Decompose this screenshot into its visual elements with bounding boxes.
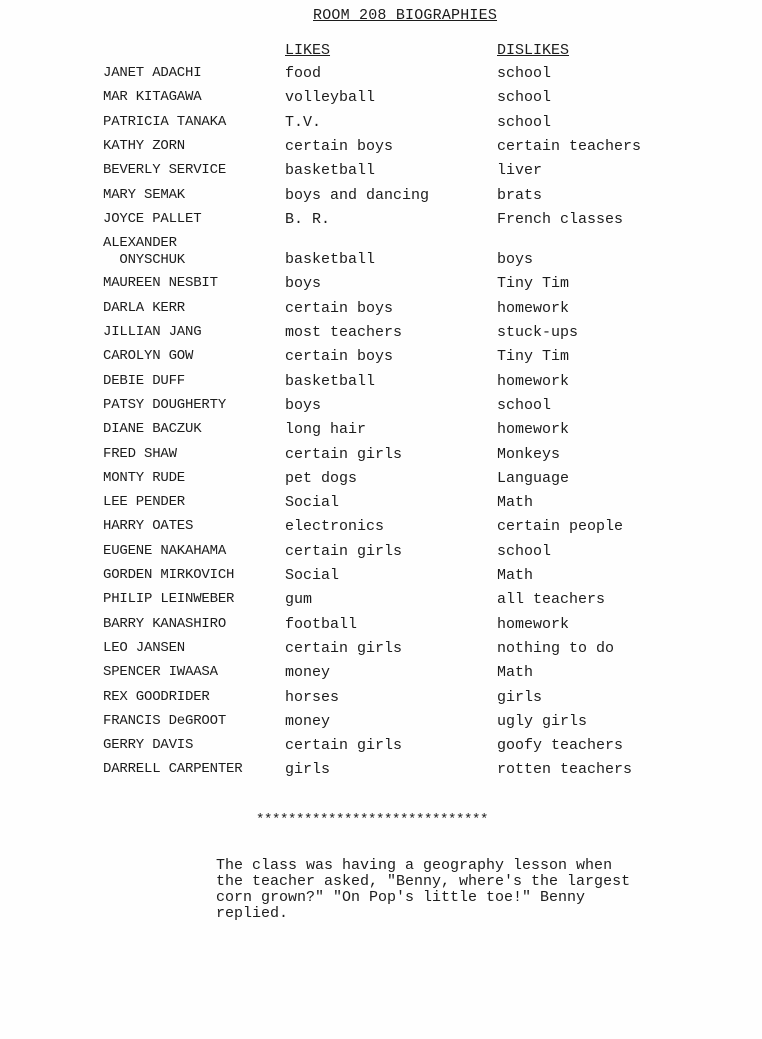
student-like: food [285,65,322,82]
biography-row [0,162,762,186]
student-dislike: school [497,396,552,414]
student-name: LEO JANSEN [103,639,186,656]
student-dislike: Math [497,494,534,512]
biography-row [0,397,762,421]
student-like: basketball [285,372,376,390]
student-name: ALEXANDER ONYSCHUK [103,235,186,269]
student-name: KATHY ZORN [103,137,186,154]
student-dislike: nothing to do [497,639,615,657]
student-name: PATSY DOUGHERTY [103,396,227,413]
student-like: basketball [285,162,376,180]
student-like: certain boys [285,299,394,317]
separator-line: ***************************** [256,812,489,828]
student-name: DARLA KERR [103,299,186,316]
student-dislike: goofy teachers [497,737,624,755]
student-dislike: school [497,542,552,560]
student-dislike: liver [497,162,543,180]
biography-row [0,616,762,640]
student-dislike: rotten teachers [497,761,633,779]
student-name: MARY SEMAK [103,186,186,203]
student-like: Social [285,494,340,512]
student-like: B. R. [285,210,331,228]
biography-row [0,187,762,211]
student-like: football [285,615,358,633]
student-like: certain girls [285,639,403,657]
student-dislike: brats [497,186,543,204]
biography-row [0,737,762,761]
student-like: money [285,664,331,682]
student-like: boys [285,396,322,414]
biography-row [0,421,762,445]
student-name: REX GOODRIDER [103,688,210,705]
student-like: pet dogs [285,469,358,487]
student-dislike: homework [497,299,570,317]
document-title: ROOM 208 BIOGRAPHIES [313,7,498,24]
student-like: certain boys [285,137,394,155]
student-dislike: homework [497,372,570,390]
student-name: MONTY RUDE [103,469,186,486]
student-dislike: French classes [497,210,624,228]
student-dislike: school [497,89,552,107]
student-name: DIANE BACZUK [103,421,202,438]
student-name: PHILIP LEINWEBER [103,591,235,608]
student-name: JANET ADACHI [103,65,202,81]
student-like: boys [285,275,322,293]
student-dislike: Language [497,469,570,487]
student-dislike: all teachers [497,591,606,609]
student-like: boys and dancing [285,186,430,204]
student-dislike: homework [497,615,570,633]
student-dislike: homework [497,421,570,439]
biography-row [0,567,762,591]
biography-row [0,518,762,542]
likes-column-header: LIKES [285,42,331,59]
student-like: volleyball [285,89,376,107]
student-like: certain boys [285,348,394,366]
student-name: GORDEN MIRKOVICH [103,567,235,583]
student-name: GERRY DAVIS [103,737,194,754]
biography-row [0,640,762,664]
joke-paragraph: The class was having a geography lesson when the teacher asked, "Benny, where's the largest corn grown?" "On Pop's little toe!" Benny replied. [216,857,631,922]
biography-row [0,89,762,113]
student-dislike: Tiny Tim [497,275,570,293]
biography-row [0,211,762,235]
biography-row [0,543,762,567]
biography-row [0,235,762,269]
biography-row [0,664,762,688]
student-like: Social [285,567,340,584]
biography-row [0,761,762,785]
student-name: MAUREEN NESBIT [103,275,218,292]
student-dislike: ugly girls [497,712,588,730]
student-like: gum [285,591,313,609]
student-dislike: stuck-ups [497,324,579,341]
student-dislike: Monkeys [497,445,561,463]
student-dislike: boys [497,251,534,269]
biography-row [0,65,762,89]
dislikes-column-header: DISLIKES [497,42,570,59]
biography-row [0,114,762,138]
biography-row [0,446,762,470]
student-like: certain girls [285,445,403,463]
biography-row [0,138,762,162]
student-name: DARRELL CARPENTER [103,761,243,778]
student-name: HARRY OATES [103,518,194,535]
student-like: basketball [285,251,376,269]
student-dislike: girls [497,688,543,706]
biography-row [0,324,762,348]
biography-row [0,713,762,737]
student-like: T.V. [285,113,322,131]
student-dislike: school [497,113,552,131]
student-dislike: Tiny Tim [497,348,570,366]
student-name: PATRICIA TANAKA [103,113,227,130]
biography-row [0,373,762,397]
student-name: JILLIAN JANG [103,324,202,340]
biography-row [0,689,762,713]
student-name: EUGENE NAKAHAMA [103,542,227,559]
student-name: FRED SHAW [103,445,177,462]
biography-row [0,275,762,299]
student-name: LEE PENDER [103,494,186,511]
student-name: MAR KITAGAWA [103,89,202,106]
student-name: BEVERLY SERVICE [103,162,227,179]
student-dislike: certain people [497,518,624,536]
student-like: money [285,712,331,730]
student-like: electronics [285,518,385,536]
student-dislike: certain teachers [497,137,642,155]
biography-row [0,494,762,518]
student-dislike: Math [497,567,534,584]
biography-row [0,348,762,372]
student-like: horses [285,688,340,706]
biography-row [0,591,762,615]
student-name: FRANCIS DeGROOT [103,712,227,729]
student-name: CAROLYN GOW [103,348,194,365]
student-like: certain girls [285,542,403,560]
student-like: most teachers [285,324,403,341]
student-name: BARRY KANASHIRO [103,615,227,632]
student-like: certain girls [285,737,403,755]
student-like: long hair [285,421,367,439]
biography-row [0,300,762,324]
student-name: SPENCER IWAASA [103,664,218,681]
student-name: JOYCE PALLET [103,210,202,227]
student-name: DEBIE DUFF [103,372,186,389]
student-dislike: school [497,65,552,82]
student-like: girls [285,761,331,779]
student-dislike: Math [497,664,534,682]
biography-row [0,470,762,494]
